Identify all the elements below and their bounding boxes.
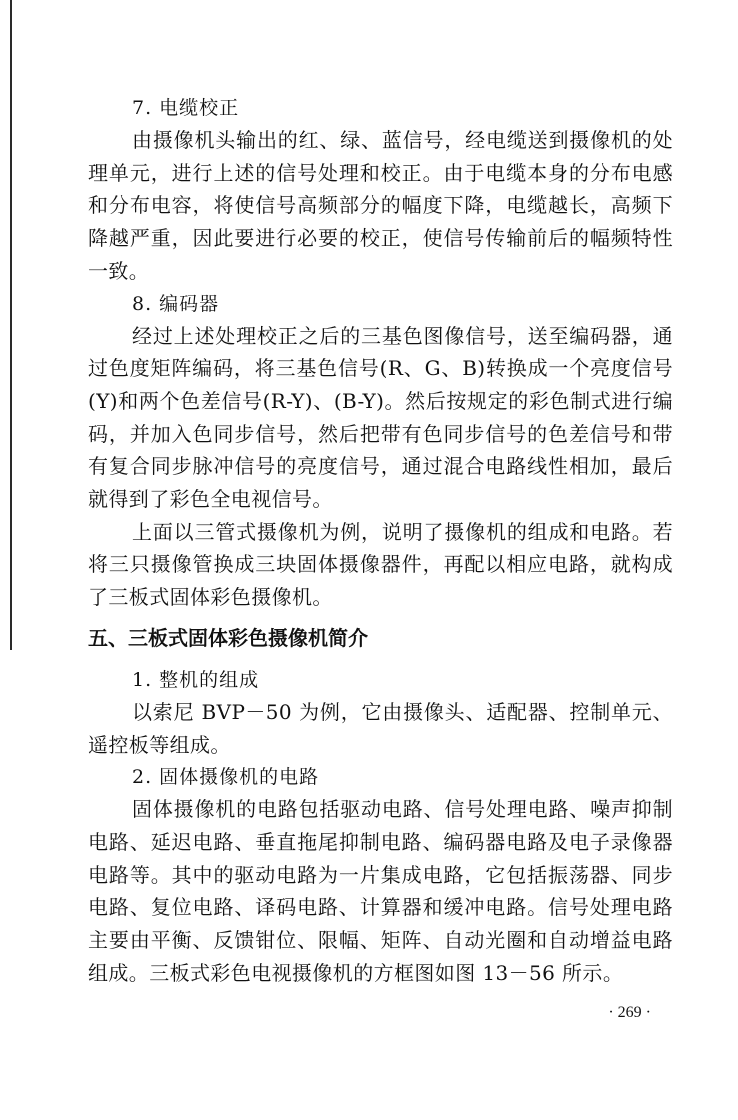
paragraph-summary: 上面以三管式摄像机为例，说明了摄像机的组成和电路。若将三只摄像管换成三块固体摄像器件，再配以相应电路，就构成了三板式固体彩色摄像机。	[88, 519, 673, 610]
section-title: 五、三板式固体彩色摄像机简介	[88, 625, 368, 650]
page-number: · 269 ·	[608, 1004, 651, 1022]
page-body	[88, 92, 673, 1025]
paragraph-cable-correction: 由摄像机头输出的红、绿、蓝信号，经电缆送到摄像机的处理单元，进行上述的信号处理和校正。由于电缆本身的分布电感和分布电容，将使信号高频部分的幅度下降，电缆越长，高频下降越严重，因此要进行必要的校正，使信号传输前后的幅频特性一致。	[88, 128, 673, 283]
subheading-composition: 1. 整机的组成	[132, 668, 260, 691]
subheading-circuits: 2. 固体摄像机的电路	[132, 766, 320, 789]
paragraph-circuits: 固体摄像机的电路包括驱动电路、信号处理电路、噪声抑制电路、延迟电路、垂直拖尾抑制电路、编码器电路及电子录像器电路等。其中的驱动电路为一片集成电路，它包括振荡器、同步电路、复位电路、译码电路、计算器和缓冲电路。信号处理电路主要由平衡、反馈钳位、限幅、矩阵、自动光圈和自动增益电路组成。三板式彩色电视摄像机的方框图如图 13－56 所示。	[88, 797, 673, 985]
subheading-encoder: 8. 编码器	[132, 292, 220, 315]
binding-margin-line	[10, 0, 12, 650]
paragraph-encoder: 经过上述处理校正之后的三基色图像信号，送至编码器，通过色度矩阵编码，将三基色信号(R、G、B)转换成一个亮度信号(Y)和两个色差信号(R-Y)、(B-Y)。然后按规定的彩色制式进行编码，并加入色同步信号，然后把带有色同步信号的色差信号和带有复合同步脉冲信号的亮度信号，通过混合电路线性相加，最后就得到了彩色全电视信号。	[88, 323, 673, 512]
subheading-cable-correction: 7. 电缆校正	[132, 97, 240, 119]
paragraph-composition: 以索尼 BVP－50 为例，它由摄像头、适配器、控制单元、遥控板等组成。	[88, 699, 673, 757]
